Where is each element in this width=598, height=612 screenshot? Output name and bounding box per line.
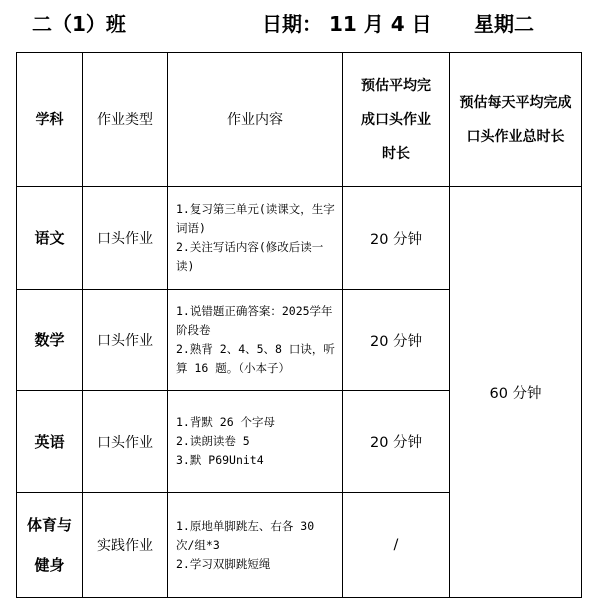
content-cell (168, 290, 343, 391)
content-line: 1.原地单脚跳左、右各 30 次/组*3 (176, 518, 315, 552)
time-cell: 20 分钟 (343, 290, 450, 391)
type-cell: 口头作业 (83, 290, 168, 391)
content-cell (168, 493, 343, 598)
subject-line: 体育与 (26, 516, 72, 534)
content-line: 1.背默 26 个字母 (176, 415, 276, 429)
content-cell (168, 391, 343, 493)
content-cell (168, 187, 343, 290)
weekday-label: 星期二 (474, 12, 534, 36)
table-header-row (17, 53, 582, 187)
type-cell: 口头作业 (83, 391, 168, 493)
subject-cell (17, 391, 83, 493)
subject-line: 语文 (34, 229, 65, 247)
page-header (0, 8, 598, 38)
column-header-subject: 学科 (17, 53, 83, 187)
column-header-daily-total-line: 预估每天平均完成 (459, 94, 572, 111)
subject-line: 数学 (34, 331, 65, 349)
subject-cell (17, 290, 83, 391)
subject-cell (17, 493, 83, 598)
class-label: 二（1）班 (32, 12, 126, 36)
content-line: 2.关注写话内容(修改后读一读) (176, 240, 324, 273)
column-header-type: 作业类型 (83, 53, 168, 187)
column-header-avg-time-line: 预估平均完 (361, 77, 431, 94)
date-label: 日期： 11 月 4 日 (262, 12, 432, 36)
column-header-avg-time-line: 成口头作业 (361, 111, 431, 128)
homework-table (16, 52, 582, 598)
subject-cell (17, 187, 83, 290)
time-cell: 20 分钟 (343, 187, 450, 290)
column-header-daily-total (450, 53, 582, 187)
subject-line: 健身 (34, 556, 65, 574)
column-header-avg-time-line: 时长 (382, 145, 410, 162)
subject-line: 英语 (34, 432, 65, 451)
content-line: 1.复习第三单元(读课文，生字词语) (176, 202, 335, 235)
content-line: 1.说错题正确答案：2025学年阶段卷 (176, 304, 333, 337)
content-line: 2.学习双脚跳短绳 (176, 556, 271, 571)
content-line: 2.读朗读卷 5 (176, 434, 250, 448)
type-cell: 实践作业 (83, 493, 168, 598)
time-cell: / (343, 493, 450, 598)
table-row (17, 187, 582, 290)
column-header-daily-total-line: 口头作业总时长 (466, 128, 565, 145)
column-header-avg-time (343, 53, 450, 187)
type-cell: 口头作业 (83, 187, 168, 290)
total-time-cell: 60 分钟 (450, 187, 582, 598)
content-line: 3.默 P69Unit4 (176, 453, 264, 467)
content-line: 2.熟背 2、4、5、8 口诀，听算 16 题。（小本子） (176, 342, 335, 375)
column-header-content: 作业内容 (168, 53, 343, 187)
time-cell: 20 分钟 (343, 391, 450, 493)
